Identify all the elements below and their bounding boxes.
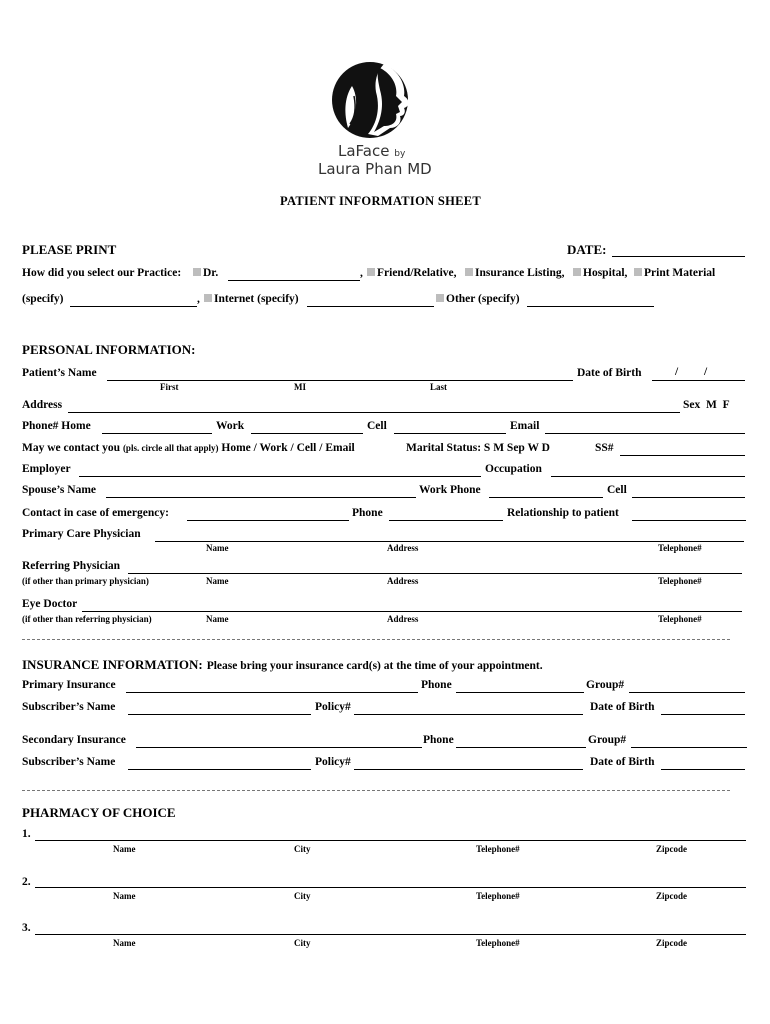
ss-field[interactable]	[620, 455, 745, 456]
employer-field[interactable]	[79, 476, 481, 477]
option-friend[interactable]	[367, 267, 457, 279]
sub-dob-label-1: Date of Birth	[590, 701, 655, 713]
policy-field-2[interactable]	[354, 769, 583, 770]
sub-dob-field-2[interactable]	[661, 769, 745, 770]
emergency-field[interactable]	[187, 520, 349, 521]
referring-label: Referring Physician	[22, 560, 121, 572]
eye-doctor-field[interactable]	[82, 611, 742, 612]
please-print-label: PLEASE PRINT	[22, 242, 117, 257]
dob-slash-2: /	[704, 366, 708, 378]
secondary-phone-field[interactable]	[456, 747, 586, 748]
eye-address-sublabel: Address	[387, 614, 419, 624]
pharmacy-field-1[interactable]	[35, 840, 746, 841]
option-hospital[interactable]	[573, 267, 627, 279]
referring-field[interactable]	[128, 573, 742, 574]
personal-heading: PERSONAL INFORMATION:	[22, 342, 196, 357]
dr-field[interactable]	[228, 280, 360, 281]
logo	[318, 56, 438, 186]
pharmacy-heading: PHARMACY OF CHOICE	[22, 805, 176, 820]
address-label: Address	[22, 399, 63, 411]
date-label: DATE:	[567, 242, 607, 257]
ph1-zip: Zipcode	[656, 844, 688, 854]
pharmacy-number-3: 3.	[22, 922, 31, 934]
relationship-field[interactable]	[632, 520, 746, 521]
mi-sublabel: MI	[294, 382, 306, 392]
dob-label: Date of Birth	[577, 367, 642, 379]
ref-address-sublabel: Address	[387, 576, 419, 586]
pcp-telephone-sublabel: Telephone#	[658, 543, 702, 553]
checkbox-insurance[interactable]	[465, 268, 473, 276]
secondary-group-label: Group#	[588, 734, 627, 746]
referring-note: (if other than primary physician)	[22, 576, 149, 586]
primary-insurance-field[interactable]	[126, 692, 418, 693]
other-field[interactable]	[527, 306, 654, 307]
ph1-name: Name	[113, 844, 136, 854]
option-dr-label: Dr.	[203, 267, 219, 279]
subscriber-label-2: Subscriber’s Name	[22, 756, 116, 768]
ref-name-sublabel: Name	[206, 576, 229, 586]
sex-label: Sex M F	[683, 399, 730, 411]
email-field[interactable]	[545, 433, 745, 434]
checkbox-print[interactable]	[634, 268, 642, 276]
ss-label: SS#	[595, 442, 614, 454]
phone-home-field[interactable]	[102, 433, 212, 434]
address-field[interactable]	[68, 412, 680, 413]
eye-note: (if other than referring physician)	[22, 614, 152, 624]
phone-home-label: Phone# Home	[22, 420, 91, 432]
eye-doctor-label: Eye Doctor	[22, 598, 78, 610]
option-hospital-label: Hospital,	[583, 267, 628, 279]
option-print-label: Print Material	[644, 267, 716, 279]
ph3-tel: Telephone#	[476, 938, 520, 948]
ph1-tel: Telephone#	[476, 844, 520, 854]
option-other[interactable]	[436, 293, 520, 305]
option-internet[interactable]	[204, 293, 299, 305]
primary-group-field[interactable]	[629, 692, 745, 693]
work-field[interactable]	[251, 433, 363, 434]
option-dr[interactable]	[193, 267, 218, 279]
ph2-name: Name	[113, 891, 136, 901]
ph1-city: City	[294, 844, 311, 854]
option-insurance[interactable]	[465, 267, 564, 279]
subscriber-field-2[interactable]	[128, 769, 311, 770]
option-friend-label: Friend/Relative,	[377, 267, 457, 279]
marital-status[interactable]: Marital Status: S M Sep W D	[406, 442, 550, 454]
ph3-name: Name	[113, 938, 136, 948]
insurance-heading: INSURANCE INFORMATION:	[22, 657, 203, 672]
ph3-city: City	[294, 938, 311, 948]
dob-field[interactable]	[652, 380, 745, 381]
primary-phone-field[interactable]	[456, 692, 584, 693]
checkbox-hospital[interactable]	[573, 268, 581, 276]
eye-name-sublabel: Name	[206, 614, 229, 624]
specify-label: (specify)	[22, 293, 64, 305]
option-internet-label: Internet (specify)	[214, 293, 299, 305]
emergency-phone-field[interactable]	[389, 520, 503, 521]
ref-telephone-sublabel: Telephone#	[658, 576, 702, 586]
cell-field[interactable]	[394, 433, 506, 434]
divider-2	[22, 790, 730, 791]
spouse-label: Spouse’s Name	[22, 484, 97, 496]
first-sublabel: First	[160, 382, 179, 392]
sub-dob-label-2: Date of Birth	[590, 756, 655, 768]
secondary-insurance-field[interactable]	[136, 747, 422, 748]
policy-label-2: Policy#	[315, 756, 351, 768]
divider-1	[22, 639, 730, 640]
subscriber-label-1: Subscriber’s Name	[22, 701, 116, 713]
pcp-address-sublabel: Address	[387, 543, 419, 553]
primary-insurance-label: Primary Insurance	[22, 679, 116, 691]
policy-label-1: Policy#	[315, 701, 351, 713]
ph2-city: City	[294, 891, 311, 901]
contact-options[interactable]: Home / Work / Cell / Email	[221, 442, 355, 454]
primary-phone-label: Phone	[421, 679, 452, 691]
pcp-label: Primary Care Physician	[22, 528, 141, 540]
logo-text-line1: LaFace	[338, 142, 390, 160]
pharmacy-number-2: 2.	[22, 876, 31, 888]
emergency-phone-label: Phone	[352, 507, 383, 519]
page-title: PATIENT INFORMATION SHEET	[280, 194, 482, 208]
work-phone-label: Work Phone	[419, 484, 481, 496]
secondary-group-field[interactable]	[631, 747, 747, 748]
ph3-zip: Zipcode	[656, 938, 688, 948]
option-print[interactable]	[634, 267, 715, 279]
pharmacy-field-2[interactable]	[35, 887, 746, 888]
spouse-cell-label: Cell	[607, 484, 627, 496]
insurance-note: Please bring your insurance card(s) at the time of your appointment.	[206, 660, 543, 672]
patient-name-label: Patient’s Name	[22, 367, 97, 379]
work-phone-field[interactable]	[489, 497, 603, 498]
cell-label: Cell	[367, 420, 387, 432]
circle-note: (pls. circle all that apply)	[122, 443, 219, 453]
employer-label: Employer	[22, 463, 71, 475]
dob-slash-1: /	[675, 366, 679, 378]
checkbox-internet[interactable]	[204, 294, 212, 302]
specify-field[interactable]	[70, 306, 197, 307]
pcp-field[interactable]	[155, 541, 744, 542]
occupation-label: Occupation	[485, 463, 542, 475]
secondary-phone-label: Phone	[423, 734, 454, 746]
ph2-zip: Zipcode	[656, 891, 688, 901]
emergency-label: Contact in case of emergency:	[22, 507, 169, 519]
checkbox-friend[interactable]	[367, 268, 375, 276]
sub-dob-field-1[interactable]	[661, 714, 745, 715]
checkbox-dr[interactable]	[193, 268, 201, 276]
select-practice-label: How did you select our Practice:	[22, 267, 182, 279]
policy-field-1[interactable]	[354, 714, 583, 715]
work-label: Work	[216, 420, 245, 432]
spouse-field[interactable]	[106, 497, 416, 498]
primary-group-label: Group#	[586, 679, 625, 691]
pharmacy-field-3[interactable]	[35, 934, 746, 935]
occupation-field[interactable]	[551, 476, 745, 477]
patient-name-field[interactable]	[107, 380, 573, 381]
spouse-cell-field[interactable]	[632, 497, 745, 498]
ph2-tel: Telephone#	[476, 891, 520, 901]
eye-telephone-sublabel: Telephone#	[658, 614, 702, 624]
email-label: Email	[510, 420, 540, 432]
date-field[interactable]	[612, 256, 745, 257]
relationship-label: Relationship to patient	[507, 507, 619, 519]
subscriber-field-1[interactable]	[128, 714, 311, 715]
internet-field[interactable]	[307, 306, 434, 307]
secondary-insurance-label: Secondary Insurance	[22, 734, 126, 746]
option-other-label: Other (specify)	[446, 293, 520, 305]
logo-text-by: by	[394, 149, 406, 159]
pharmacy-number-1: 1.	[22, 828, 31, 840]
logo-face-icon	[318, 56, 438, 146]
pcp-name-sublabel: Name	[206, 543, 229, 553]
last-sublabel: Last	[430, 382, 448, 392]
logo-text-line2: Laura Phan MD	[318, 160, 432, 178]
may-contact-label: May we contact you	[22, 442, 121, 454]
option-insurance-label: Insurance Listing,	[475, 267, 565, 279]
checkbox-other[interactable]	[436, 294, 444, 302]
